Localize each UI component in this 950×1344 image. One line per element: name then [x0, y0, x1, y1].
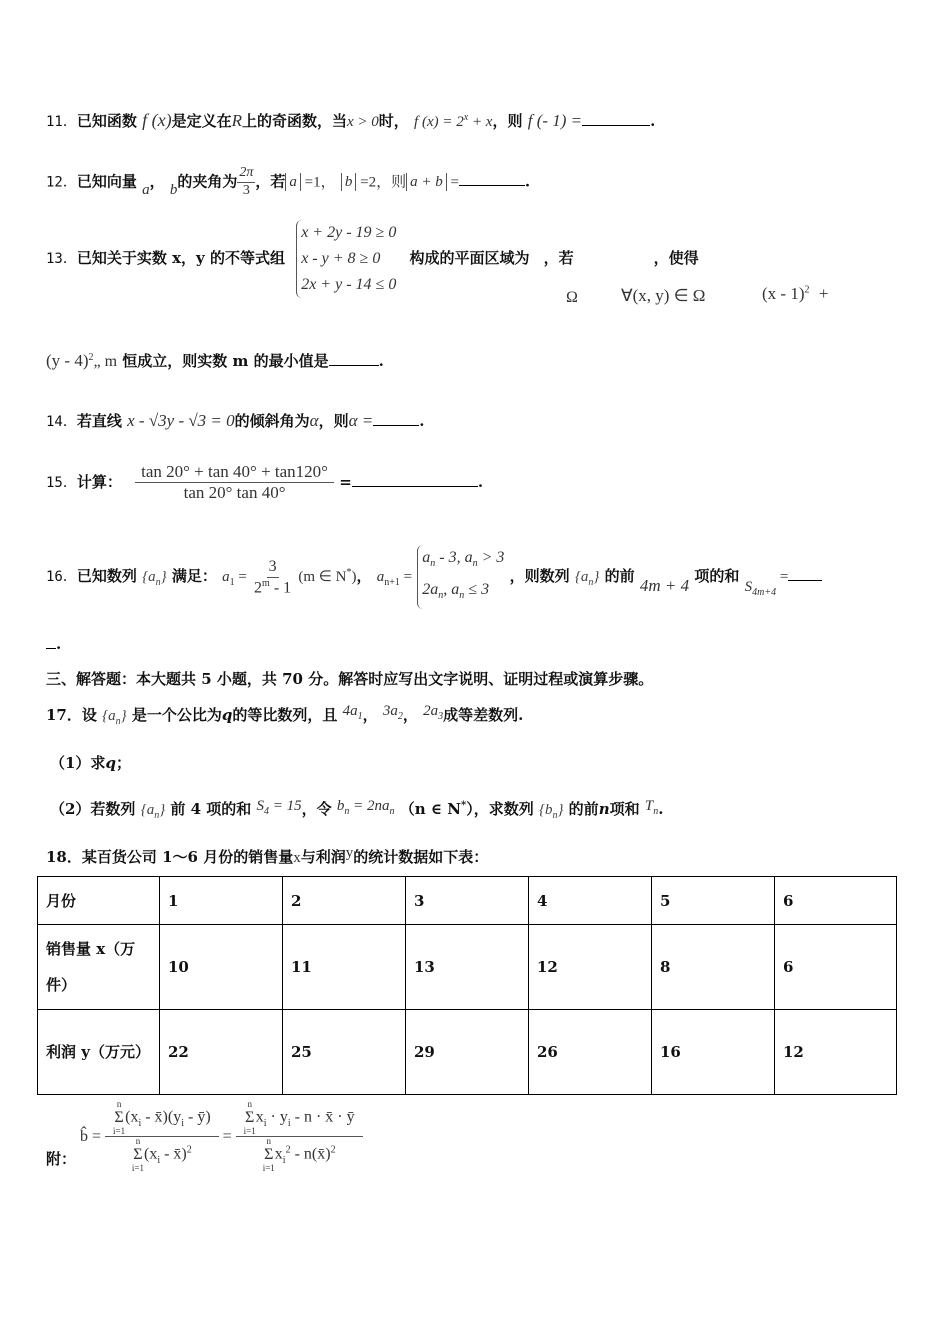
- fraction: $\frac{3}{2^m - 1}$: [254, 558, 292, 596]
- table-cell: 11: [283, 925, 406, 1010]
- question-16-cont: .: [46, 635, 61, 653]
- question-17: 17．设 $\{a_n\}$ 是一个公比为q的等比数列，且 $4a_1$， $3a_2$， $2a_3$成等差数列.: [46, 703, 524, 727]
- question-15: 15．计算： $\frac{\tan 20^\circ + \tan 40^\circ + \tan 120^\circ}{\tan 20^\circ \tan 40^\circ}$ = .: [46, 462, 484, 503]
- table-row: [38, 877, 897, 925]
- table-cell: 6: [775, 877, 897, 925]
- answer-blank[interactable]: [788, 580, 822, 581]
- question-17-part-1: （1）求q；: [50, 754, 131, 772]
- appendix-label: 附：: [46, 1150, 77, 1168]
- square-expr-1: (x - 1)$^2$ +: [762, 284, 829, 303]
- fraction: $\frac{2\pi}{3}$: [239, 165, 254, 198]
- question-12: 12．已知向量 a， b的夹角为 $\frac{2\pi}{3}$ ，若 a =1， b =2，则 a + b = .: [46, 165, 531, 199]
- table-cell: 月份: [38, 877, 160, 925]
- answer-blank[interactable]: [46, 648, 56, 649]
- table-cell: 3: [406, 877, 529, 925]
- table-cell: 26: [529, 1010, 652, 1095]
- question-number: 11．: [46, 114, 77, 130]
- question-14: 14．若直线 x - √3y - √3 = 0的倾斜角为α，则α = .: [46, 411, 425, 430]
- table-cell: 利润 y（万元）: [38, 1010, 160, 1095]
- table-cell: 10: [160, 925, 283, 1010]
- piecewise: $a_n - 3$, $a_n > 3$ $2a_n$, $a_n \le 3$: [417, 545, 504, 609]
- answer-blank[interactable]: [373, 425, 419, 426]
- question-17-part-2: （2）若数列 $\{a_n\}$ 前 4 项的和 $S_4 = 15$，令 $b_n = 2na_n$ （n ∈ N*），求数列 $\{b_n\}$ 的前n项和 $T_n$.: [50, 798, 664, 821]
- fraction: $\frac{\tan 20^\circ + \tan 40^\circ + \tan 120^\circ}{\tan 20^\circ \tan 40^\circ}$: [135, 462, 334, 504]
- table-cell: 12: [529, 925, 652, 1010]
- table-cell: 13: [406, 925, 529, 1010]
- question-13: 13．已知关于实数 x，y 的不等式组 x + 2y - 19 ≥ 0 x - y + 8 ≥ 0 2x + y - 14 ≤ 0 构成的平面区域为 ，若 ，使得: [46, 220, 699, 298]
- question-11: 11．已知函数 f (x)是定义在R上的奇函数，当x > 0时， f $(x) = 2^x + x$，则 f (- 1) = .: [46, 110, 656, 130]
- table-cell: 销售量 x（万件）: [38, 925, 160, 1010]
- table-row: [38, 1010, 897, 1095]
- formula: f (x): [142, 110, 172, 130]
- table-cell: 16: [652, 1010, 775, 1095]
- sequence-an: $\{a_n\}$: [142, 569, 167, 589]
- question-16: 16．已知数列 $\{a_n\}$ 满足： $a_1$ = $\frac{3}{2^m - 1}$ (m ∈ N*)， $a_{n+1}$ = $a_n - 3$, $a_n > 3$ $2a_n$, $a_n \le 3$ ，则数列 $\{a_n\}$ 的前 4m + 4 项的和 $S_{4m+4}$ =: [46, 545, 822, 609]
- answer-blank[interactable]: [459, 185, 525, 186]
- omega-symbol: Ω: [566, 289, 578, 306]
- forall-expr: ∀(x, y) ∈ Ω: [621, 286, 706, 305]
- question-13-cont: (y - 4)$^2$„ m 恒成立，则实数 m 的最小值是 .: [46, 351, 384, 370]
- table-cell: 25: [283, 1010, 406, 1095]
- answer-blank[interactable]: [352, 486, 478, 487]
- table-cell: 29: [406, 1010, 529, 1095]
- table-cell: 5: [652, 877, 775, 925]
- inequality-system: x + 2y - 19 ≥ 0 x - y + 8 ≥ 0 2x + y - 14 ≤ 0: [296, 220, 396, 298]
- question-18: 18．某百货公司 1～6 月份的销售量x与利润y的统计数据如下表：: [46, 845, 489, 866]
- answer-blank[interactable]: [329, 365, 379, 366]
- table-cell: 12: [775, 1010, 897, 1095]
- table-row: [38, 925, 897, 1010]
- table-cell: 6: [775, 925, 897, 1010]
- section-heading: 三、解答题：本大题共 5 小题，共 70 分。解答时应写出文字说明、证明过程或演算步骤。: [46, 670, 654, 688]
- regression-formula: b̂ = n Σ i=1 ($x_i$ - $x̄)(y_i$ - ȳ) n Σ i=1 ($x_i$ - x̄)$^2$ = n Σ i=1 $x_i \cdot y_i - n$ · x̄ · ȳ n Σ i=1 $x_i^2$ - n(x̄)$^2$: [80, 1100, 363, 1173]
- table-cell: 22: [160, 1010, 283, 1095]
- statistics-table: [37, 876, 897, 1095]
- answer-blank[interactable]: [582, 125, 650, 126]
- table-cell: 4: [529, 877, 652, 925]
- table-cell: 1: [160, 877, 283, 925]
- table-cell: 2: [283, 877, 406, 925]
- table-cell: 8: [652, 925, 775, 1010]
